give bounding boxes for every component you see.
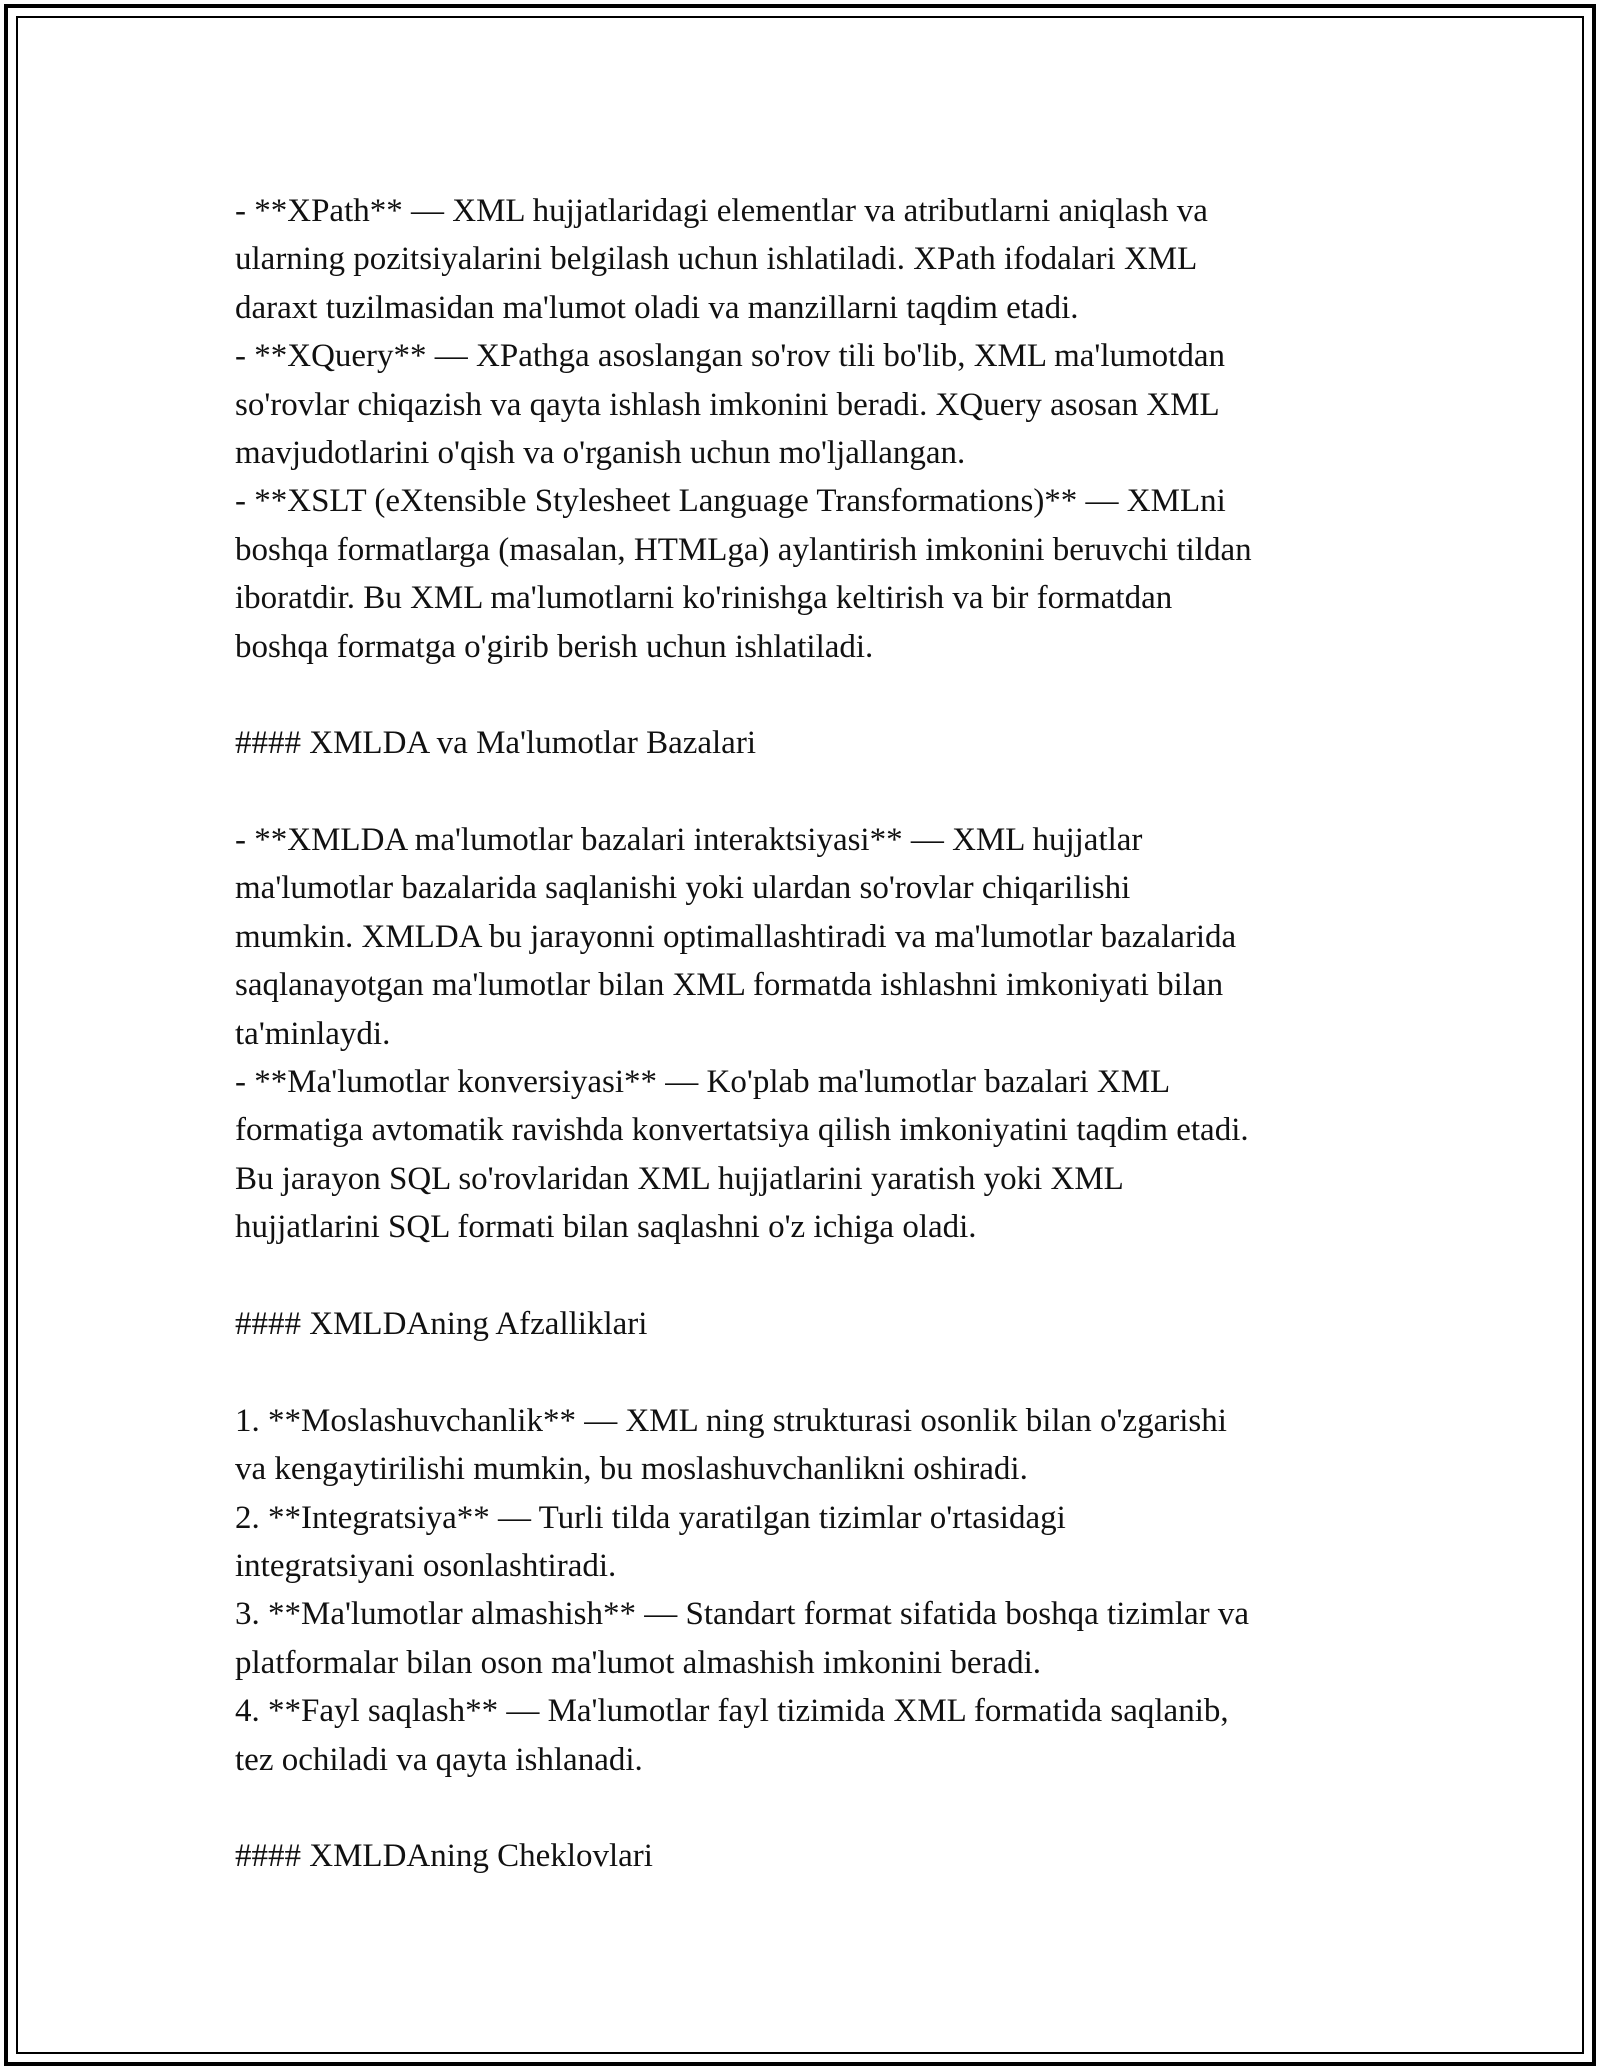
- text-line: - **Ma'lumotlar konversiyasi** — Ko'plab ma'lumotlar bazalari XML: [235, 1064, 1171, 1101]
- text-line: 2. **Integratsiya** — Turli tilda yaratilgan tizimlar o'rtasidagi: [235, 1499, 1066, 1536]
- text-line: - **XSLT (eXtensible Stylesheet Language Transformations)** — XMLni: [235, 483, 1226, 520]
- text-line: integratsiyani osonlashtiradi.: [235, 1547, 617, 1584]
- text-line: 4. **Fayl saqlash** — Ma'lumotlar fayl tizimida XML formatida saqlanib,: [235, 1693, 1229, 1730]
- text-line: boshqa formatga o'girib berish uchun ishlatiladi.: [235, 628, 874, 665]
- blank-line: [235, 1252, 1385, 1300]
- text-line: saqlanayotgan ma'lumotlar bilan XML formatda ishlashni imkoniyati bilan: [235, 967, 1224, 1004]
- text-line: hujjatlarini SQL formati bilan saqlashni o'z ichiga oladi.: [235, 1209, 977, 1246]
- blank-line: [235, 768, 1385, 816]
- text-line: Bu jarayon SQL so'rovlaridan XML hujjatlarini yaratish yoki XML: [235, 1160, 1124, 1197]
- text-line: platformalar bilan oson ma'lumot almashish imkonini beradi.: [235, 1644, 1042, 1681]
- section-heading: #### XMLDAning Afzalliklari: [235, 1305, 648, 1342]
- blank-line: [235, 1784, 1385, 1832]
- text-line: daraxt tuzilmasidan ma'lumot oladi va manzillarni taqdim etadi.: [235, 289, 1079, 326]
- text-line: ma'lumotlar bazalarida saqlanishi yoki ulardan so'rovlar chiqarilishi: [235, 870, 1131, 907]
- text-line: - **XPath** — XML hujjatlaridagi elementlar va atributlarni aniqlash va: [235, 193, 1208, 229]
- text-line: iboratdir. Bu XML ma'lumotlarni ko'rinishga keltirish va bir formatdan: [235, 580, 1173, 617]
- text-line: va kengaytirilishi mumkin, bu moslashuvchanlikni oshiradi.: [235, 1451, 1028, 1488]
- text-line: formatiga avtomatik ravishda konvertatsiya qilish imkoniyatini taqdim etadi.: [235, 1112, 1249, 1149]
- blank-line: [235, 1348, 1385, 1396]
- text-line: - **XQuery** — XPathga asoslangan so'rov tili bo'lib, XML ma'lumotdan: [235, 338, 1225, 375]
- text-line: boshqa formatlarga (masalan, HTMLga) aylantirish imkonini beruvchi tildan: [235, 531, 1252, 568]
- document-body: [235, 187, 1385, 1881]
- text-line: 1. **Moslashuvchanlik** — XML ning strukturasi osonlik bilan o'zgarishi: [235, 1402, 1227, 1439]
- text-line: tez ochiladi va qayta ishlanadi.: [235, 1741, 643, 1778]
- text-line: - **XMLDA ma'lumotlar bazalari interaktsiyasi** — XML hujjatlar: [235, 822, 1143, 859]
- text-line: mumkin. XMLDA bu jarayonni optimallashtiradi va ma'lumotlar bazalarida: [235, 918, 1237, 955]
- blank-line: [235, 671, 1385, 719]
- text-line: ta'minlaydi.: [235, 1015, 391, 1052]
- text-line: ularning pozitsiyalarini belgilash uchun ishlatiladi. XPath ifodalari XML: [235, 241, 1198, 278]
- text-line: mavjudotlarini o'qish va o'rganish uchun mo'ljallangan.: [235, 434, 966, 471]
- section-heading: #### XMLDA va Ma'lumotlar Bazalari: [235, 725, 756, 762]
- text-line: 3. **Ma'lumotlar almashish** — Standart format sifatida boshqa tizimlar va: [235, 1596, 1250, 1633]
- text-line: so'rovlar chiqazish va qayta ishlash imkonini beradi. XQuery asosan XML: [235, 386, 1220, 423]
- section-heading: #### XMLDAning Cheklovlari: [235, 1838, 653, 1875]
